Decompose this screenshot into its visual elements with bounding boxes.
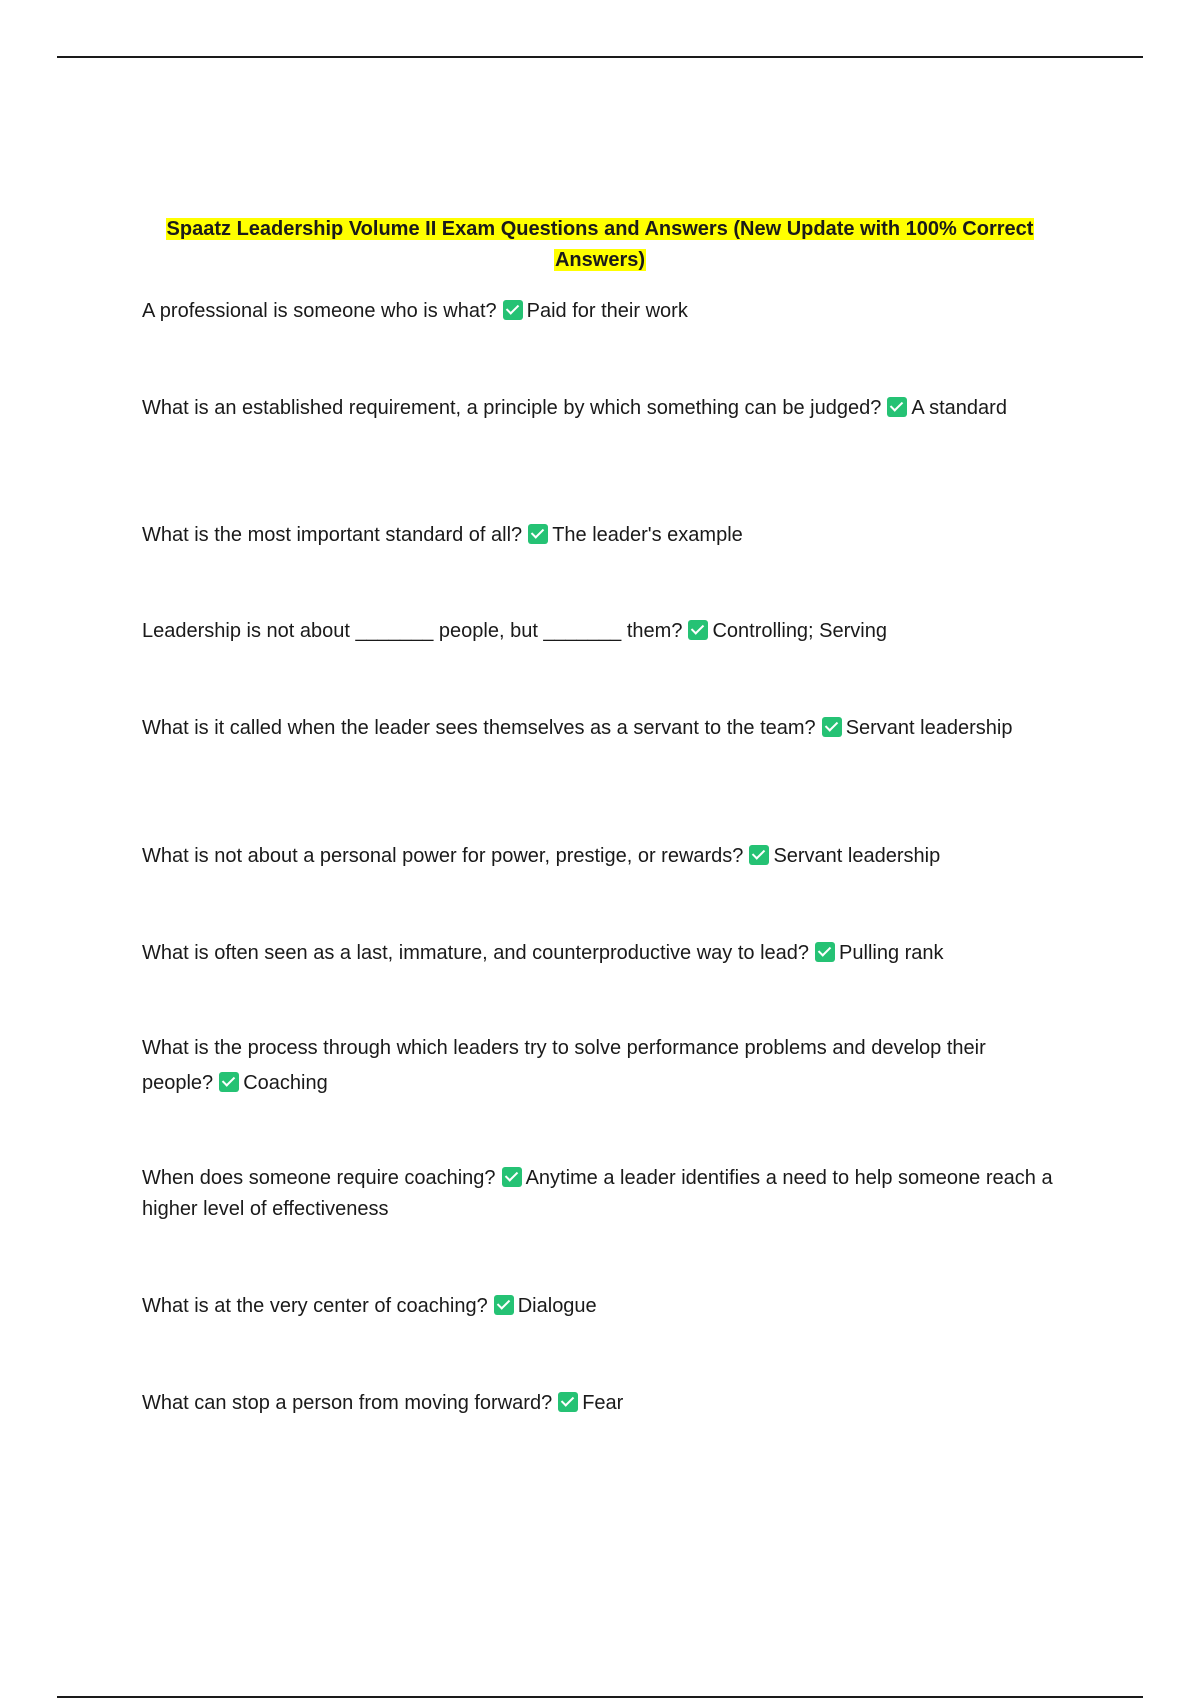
answer-text: Paid for their work (526, 300, 688, 322)
answer-text: Anytime a leader identifies a need to help someone reach a higher level of effectiveness (142, 1167, 1053, 1220)
question-text: What can stop a person from moving forward? (142, 1392, 553, 1414)
qa-item-2 (142, 393, 1057, 424)
qa-item-7 (142, 938, 1057, 969)
document-title-block (140, 214, 1060, 276)
green-checkmark-icon (502, 1167, 522, 1187)
qa-item-6 (142, 841, 1057, 872)
footer-rule (57, 1696, 1143, 1698)
qa-item-4 (142, 616, 1057, 647)
qa-item-5 (142, 713, 1057, 744)
document-title: Spaatz Leadership Volume II Exam Questions and Answers (New Update with 100% Correct Answers) (166, 218, 1034, 271)
answer-text: Controlling; Serving (712, 620, 887, 642)
qa-item-1 (142, 296, 1057, 327)
answer-text: Servant leadership (773, 845, 941, 867)
question-text: When does someone require coaching? (142, 1167, 496, 1189)
answer-text: The leader's example (552, 524, 743, 546)
green-checkmark-icon (494, 1295, 514, 1315)
question-text: A professional is someone who is what? (142, 300, 497, 322)
green-checkmark-icon (528, 524, 548, 544)
question-text: What is not about a personal power for power, prestige, or rewards? (142, 845, 744, 867)
qa-item-10 (142, 1291, 1057, 1322)
answer-text: Pulling rank (839, 942, 944, 964)
question-text: What is it called when the leader sees themselves as a servant to the team? (142, 717, 816, 739)
green-checkmark-icon (887, 397, 907, 417)
answer-text: Servant leadership (845, 717, 1013, 739)
question-text: What is an established requirement, a principle by which something can be judged? (142, 397, 882, 419)
qa-item-11 (142, 1388, 1057, 1419)
green-checkmark-icon (749, 845, 769, 865)
question-text: What is the process through which leaders try to solve performance problems and develop their people? (142, 1037, 986, 1094)
question-text: What is the most important standard of all? (142, 524, 523, 546)
header-rule (57, 56, 1143, 58)
green-checkmark-icon (558, 1392, 578, 1412)
answer-text: Fear (582, 1392, 624, 1414)
question-text: Leadership is not about _______ people, but _______ them? (142, 620, 683, 642)
answer-text: Coaching (243, 1072, 328, 1094)
question-text: What is at the very center of coaching? (142, 1295, 488, 1317)
green-checkmark-icon (815, 942, 835, 962)
answer-text: A standard (911, 397, 1007, 419)
question-text: What is often seen as a last, immature, and counterproductive way to lead? (142, 942, 810, 964)
green-checkmark-icon (219, 1072, 239, 1092)
green-checkmark-icon (503, 300, 523, 320)
qa-item-8 (142, 1031, 1057, 1101)
qa-item-9 (142, 1163, 1057, 1225)
green-checkmark-icon (688, 620, 708, 640)
answer-text: Dialogue (517, 1295, 597, 1317)
qa-item-3 (142, 520, 1057, 551)
green-checkmark-icon (822, 717, 842, 737)
